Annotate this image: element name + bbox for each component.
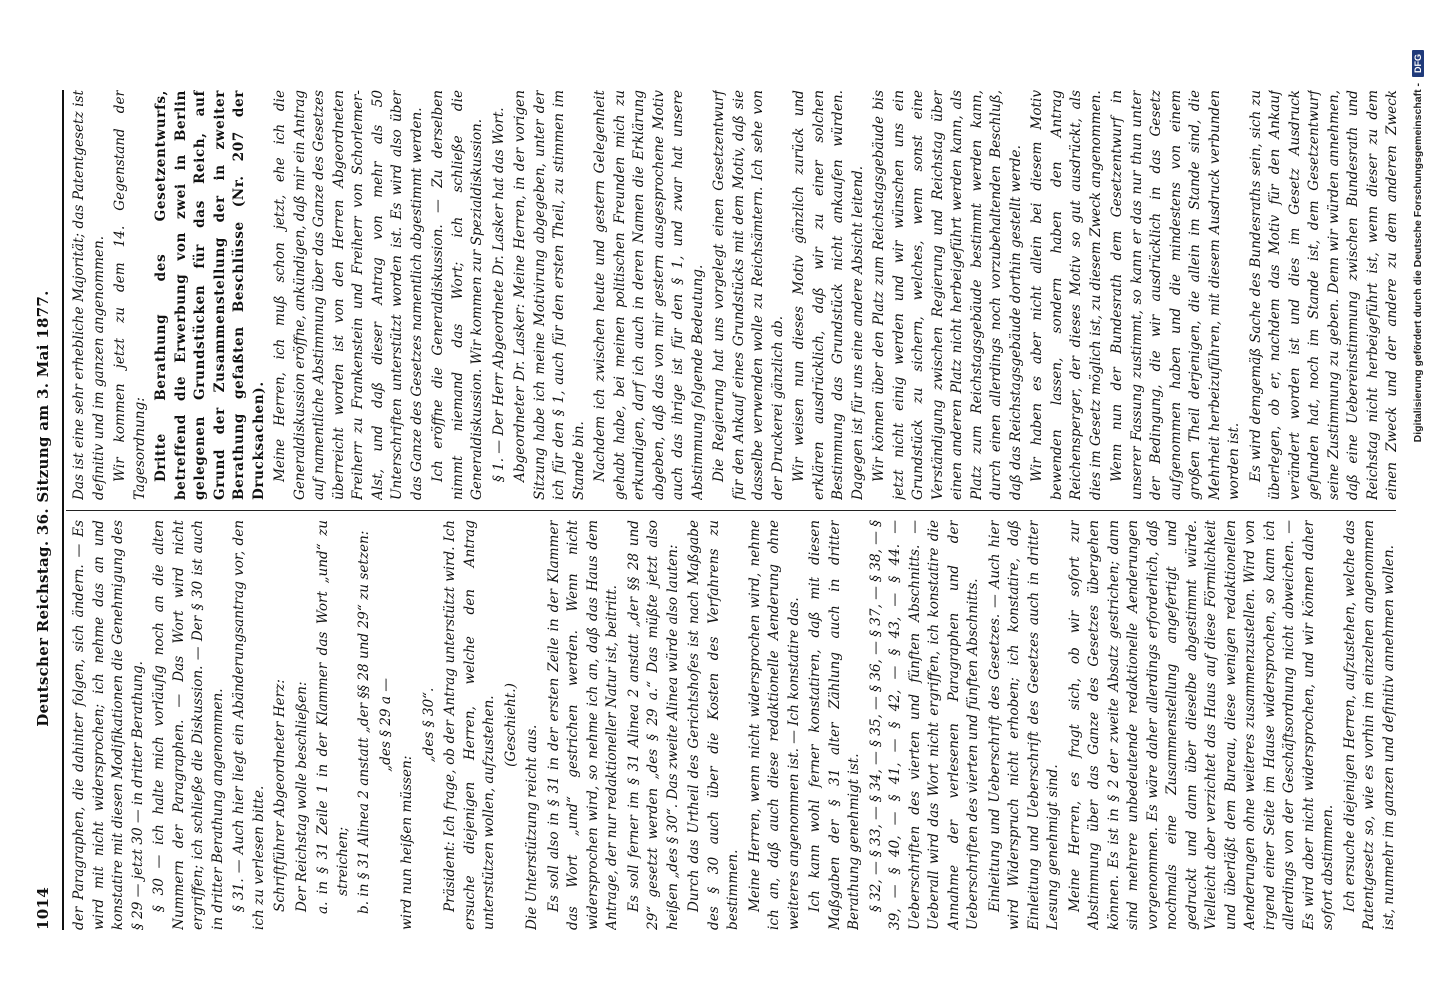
paragraph: Wenn nun der Bundesrath dem Gesetzentwurf in unserer Fassung zustimmt, so kann er das nur thun unter der Bedingung, die wir ausdrücklich in das Gesetz aufgenommen haben und die mindestens von einem großen Theil derjenigen, die allein im Stande sind, die Mehrheit herbeizuführen, mit diesem Ausdruck verbunden worden ist. (1109, 90, 1242, 500)
quote-line: „des § 30“. (420, 687, 437, 763)
paragraph: Wir weisen nun dieses Motiv gänzlich zurück und erklären ausdrücklich, daß wir zu einer solchen Bestimmung das Grundstück nicht ankaufen würden. Dagegen ist für uns eine andere Absicht leitend. (791, 90, 866, 500)
credit-text: Digitalisierung gefördert durch die Deutsche Forschungsgemeinschaft - (1412, 83, 1424, 443)
paragraph: § 1. — Der Herr Abgeordnete Dr. Lasker hat das Wort. (490, 107, 507, 482)
paragraph: Der Reichstag wolle beschließen: (293, 681, 310, 912)
column-divider (66, 510, 1396, 511)
page-header (34, 90, 60, 930)
speaker-line: Schriftführer Abgeordneter Herz: (272, 679, 288, 912)
paragraph: Es soll ferner im § 31 Alinea 2 anstatt „der §§ 28 und 29“ gesetzt werden „des § 29 a.“ Das müßte jetzt also heißen „des § 30“. Das zweite Alinea würde also lauten: (625, 520, 681, 930)
running-title: Deutscher Reichstag. 36. Sitzung am 3. Mai 1877. (34, 290, 52, 727)
paragraph: § 31. — Auch hier liegt ein Abänderungsantrag vor, den ich zu verlesen bitte. (231, 520, 267, 930)
paragraph: Durch das Urtheil des Gerichtshofes ist nach Maßgabe des § 30 auch über die Kosten des Verfahrens zu bestimmen. (686, 520, 741, 930)
agenda-heading: Dritte Berathung des Gesetzentwurfs, betreffend die Erwerbung von zwei in Berlin gelegenen Grundstücken für das Reich, auf Grund der Zusammenstellung der in zweiter Berathung gefaßten Beschlüsse (Nr. 207 der Drucksachen). (153, 90, 267, 500)
paragraph: Das ist eine sehr erhebliche Majorität; das Patentgesetz ist definitiv und im ganzen angenommen. (71, 90, 107, 500)
list-item: a. in § 31 Zeile 1 in der Klammer das Wort „und“ zu streichen; (315, 520, 351, 914)
paragraph: Meine Herren, ich muß schon jetzt, ehe ich die Generaldiskussion eröffne, ankündigen, daß mir ein Antrag auf namentliche Abstimmung über das Ganze des Gesetzes überreicht worden ist von den Herren Abgeordneten Freiherr zu Frankenstein und Freiherr von Schorlemer-Alst, und daß dieser Antrag von mehr als 50 Unterschriften unterstützt worden ist. Es wird also über das Ganze des Gesetzes namentlich abgestimmt werden. (272, 90, 425, 500)
quote-line: „des § 29 a — (377, 678, 394, 772)
list-item: b. in § 31 Alinea 2 anstatt „der §§ 28 und 29“ zu setzen: (356, 530, 372, 914)
right-column (70, 90, 1400, 500)
paragraph: Es wird demgemäß Sache des Bundesraths sein, sich zu überlegen, ob er, nachdem das Motiv für den Ankauf verändert worden ist und dies im Gesetz Ausdruck gefunden hat, noch im Stande ist, dem Gesetzentwurf seine Zustimmung zu geben. Denn wir würden annehmen, daß eine Uebereinstimmung zwischen Bundesrath und Reichstag nicht herbeigeführt ist, wenn dieser zu dem einen Zweck und der andere zu dem anderen Zweck (1247, 90, 1400, 500)
dfg-logo: DFG (1412, 50, 1424, 77)
paragraph: Ich eröffne die Generaldiskussion. — Zu derselben nimmt niemand das Wort; ich schließe die Generaldiskussion. Wir kommen zur Spezialdiskussion. (430, 90, 485, 500)
paragraph: Wir haben es aber nicht allein bei diesem Motiv bewenden lassen, sondern haben den Antrag Reichensperger, der dieses Motiv so gut ausdrückt, als dies im Gesetz möglich ist, zu diesem Zweck angenommen. (1029, 90, 1104, 500)
header-rule (62, 90, 64, 930)
paragraph: Einleitung und Ueberschrift des Gesetzes. — Auch hier wird Widerspruch nicht erhoben; ich konstatire, daß Einleitung und Ueberschrift des Gesetzes auch in dritter Lesung genehmigt sind. (986, 520, 1061, 930)
paragraph: Es soll also in § 31 in der ersten Zeile in der Klammer das Wort „und“ gestrichen werden. Wenn nicht widersprochen wird, so nehme ich an, daß das Haus dem Antrage, der nur redaktioneller Natur ist, beitritt. (545, 520, 620, 930)
paragraph: Meine Herren, wenn nicht widersprochen wird, nehme ich an, daß auch diese redaktionelle Aenderung ohne weiteres angenommen ist. — Ich konstatire das. (746, 520, 802, 930)
paragraph: Nachdem ich zwischen heute und gestern Gelegenheit gehabt habe, bei meinen politischen Freunden mich zu erkundigen, darf ich auch in deren Namen die Erklärung abgeben, daß das von mir gestern ausgesprochene Motiv auch das ihrige ist für den § 1, und zwar hat unsere Abstimmung folgende Bedeutung. (592, 90, 706, 500)
page-number: 1014 (34, 887, 52, 930)
paragraph: Ich ersuche diejenigen Herren, aufzustehen, welche das Patentgesetz so, wie es vorhin im einzelnen angenommen ist, nunmehr im ganzen und definitiv annehmen wollen. (1341, 520, 1397, 930)
paragraph: wird nun heißen müssen: (399, 755, 415, 930)
paragraph: Meine Herren, es fragt sich, ob wir sofort zur Abstimmung über das Ganze des Gesetzes übergehen können. Es ist in § 2 der zweite Absatz gestrichen; dann sind mehrere unbedeutende redaktionelle Aenderungen vorgenommen. Es wäre daher allerdings erforderlich, daß nochmals eine Zusammenstellung angefertigt und gedruckt und dann über dieselbe abgestimmt würde. Vielleicht aber verzichtet das Haus auf diese Förmlichkeit und überläßt dem Bureau, diese wenigen redaktionellen Aenderungen ohne weiteres zusammenzustellen. Wird von irgend einer Seite im Hause widersprochen, so kann ich allerdings von der Geschäftsordnung nicht abweichen. — Es wird aber nicht widersprochen, und wir können daher sofort abstimmen. (1066, 520, 1336, 930)
paragraph: Die Regierung hat uns vorgelegt einen Gesetzentwurf für den Ankauf eines Grundstücks mit dem Motiv, daß sie dasselbe verwenden wolle zu Reichsämtern. Ich sehe von der Druckerei gänzlich ab. (711, 90, 786, 500)
paragraph: Wir können über den Platz zum Reichstagsgebäude bis jetzt nicht einig werden und wir wünschen uns ein Grundstück zu sichern, welches, wenn sonst eine Verständigung zwischen Regierung und Reichstag über einen anderen Platz nicht herbeigeführt werden kann, als Platz zum Reichstagsgebäude bestimmt werden kann, durch einen allerdings noch vorzubehaltenden Beschluß, daß das Reichstagsgebäude dorthin gestellt werde. (871, 90, 1024, 500)
paragraph: § 32, — § 33, — § 34, — § 35, — § 36, — § 37, — § 38, — § 39, — § 40, — § 41, — § 42, — § 43, — § 44. — Ueberschriften des vierten und fünften Abschnitts. — Ueberall wird das Wort nicht ergriffen, ich konstatire die Annahme der verlesenen Paragraphen und der Ueberschriften des vierten und fünften Abschnitts. (867, 520, 981, 930)
paragraph: Ich kann wohl ferner konstatiren, daß mit diesen Maßgaben der § 31 alter Zählung auch in dritter Berathung genehmigt ist. (807, 520, 862, 930)
stage-direction: (Geschieht.) (502, 683, 519, 767)
paragraph: Abgeordneter Dr. Lasker: Meine Herren, in der vorigen Sitzung habe ich meine Motivirung abgegeben, unter der ich für den § 1, auch für den ersten Theil, zu stimmen im Stande bin. (512, 90, 587, 500)
paragraph: Die Unterstützung reicht aus. (524, 724, 540, 930)
left-column (70, 520, 1400, 930)
paragraph: Präsident: Ich frage, ob der Antrag unterstützt wird. Ich ersuche diejenigen Herren, welche den Antrag unterstützen wollen, aufzustehen. (442, 520, 497, 930)
digitization-credit (1407, 50, 1429, 950)
paragraph: der Paragraphen, die dahinter folgen, sich ändern. — Es wird mit nicht widersprochen; ich nehme das an und konstatire mit diesen Modifikationen die Genehmigung des § 29 — jetzt 30 — in dritter Berathung. (71, 520, 146, 930)
paragraph: § 30 — ich halte mich vorläufig noch an die alten Nummern der Paragraphen. — Das Wort wird nicht ergriffen; ich schließe die Diskussion. — Der § 30 ist auch in dritter Berathung angenommen. (151, 520, 226, 930)
paragraph: Wir kommen jetzt zu dem 14. Gegenstand der Tagesordnung: (112, 90, 148, 500)
